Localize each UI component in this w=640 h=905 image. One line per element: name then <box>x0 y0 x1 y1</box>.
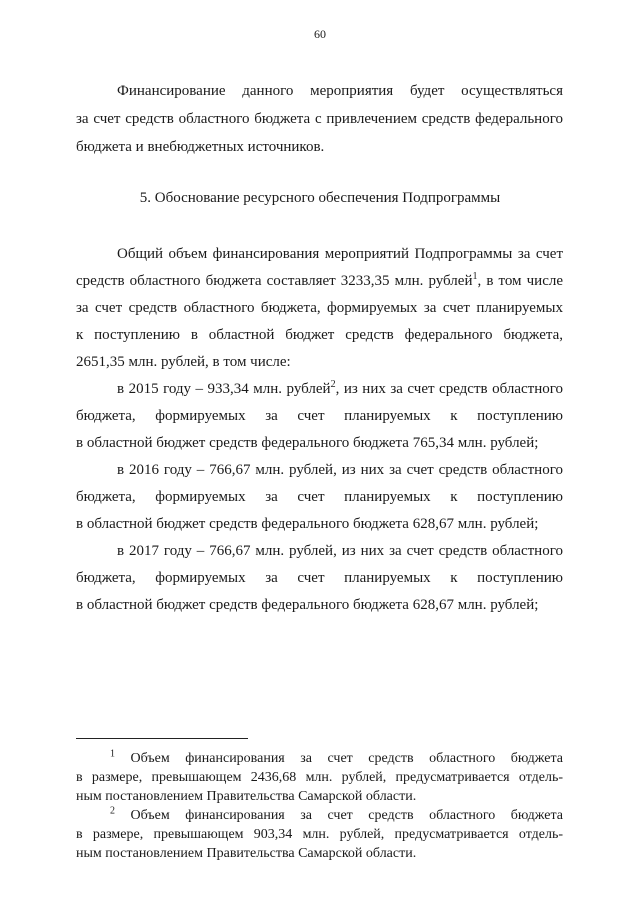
y2015-line2: бюджета, формируемых за счет планируемых к поступлению <box>76 408 563 424</box>
y2015-line1-tail: , из них за счет средств областного <box>335 381 563 397</box>
para1-line2: за счет средств областного бюджета с привлечением средств федерального <box>76 111 563 127</box>
para2-line2 <box>76 272 563 290</box>
footnote2-line1-text: Объем финансирования за счет средств областного бюджета <box>130 808 564 823</box>
footnote2-line3: ным постановлением Правительства Самарской области. <box>76 846 417 861</box>
para2-line2-text: средств областного бюджета составляет 3233,35 млн. рублей <box>76 273 473 289</box>
y2016-line1: в 2016 году – 766,67 млн. рублей, из них за счет средств областного <box>117 462 563 478</box>
para1-line1: Финансирование данного мероприятия будет осуществляться <box>117 83 563 99</box>
para2-line5: 2651,35 млн. рублей, в том числе: <box>76 354 291 370</box>
footnote-ref-2: 2 <box>330 379 336 390</box>
para2-line2-tail: , в том числе <box>477 273 563 289</box>
para2-line4: к поступлению в областной бюджет средств федерального бюджета, <box>76 327 563 343</box>
y2016-line2: бюджета, формируемых за счет планируемых к поступлению <box>76 489 563 505</box>
y2017-line3: в областной бюджет средств федерального бюджета 628,67 млн. рублей; <box>76 597 539 613</box>
y2015-line3: в областной бюджет средств федерального бюджета 765,34 млн. рублей; <box>76 435 539 451</box>
footnote2-line2: в размере, превышающем 903,34 млн. рублей, предусматривается отдель- <box>76 827 563 842</box>
footnote1-line3: ным постановлением Правительства Самарской области. <box>76 789 417 804</box>
para2-line3: за счет средств областного бюджета, формируемых за счет планируемых <box>76 300 563 316</box>
footnote1-line1-text: Объем финансирования за счет средств областного бюджета <box>130 751 564 766</box>
footnote1-line2: в размере, превышающем 2436,68 млн. рублей, предусматривается отдель- <box>76 770 563 785</box>
footnote2-line1 <box>110 807 563 824</box>
footnote-separator <box>76 738 248 739</box>
y2016-line3: в областной бюджет средств федерального бюджета 628,67 млн. рублей; <box>76 516 539 532</box>
y2017-line1: в 2017 году – 766,67 млн. рублей, из них за счет средств областного <box>117 543 563 559</box>
footnote1-mark: 1 <box>110 748 115 760</box>
page-number: 60 <box>314 27 326 41</box>
y2015-line1-text: в 2015 году – 933,34 млн. рублей <box>117 381 331 397</box>
footnote1-line1 <box>110 750 563 767</box>
para2-line1: Общий объем финансирования мероприятий Подпрограммы за счет <box>117 246 563 262</box>
footnote-ref-1: 1 <box>472 271 478 282</box>
footnote2-mark: 2 <box>110 805 115 817</box>
para1-line3: бюджета и внебюджетных источников. <box>76 139 325 155</box>
y2017-line2: бюджета, формируемых за счет планируемых к поступлению <box>76 570 563 586</box>
section-heading: 5. Обоснование ресурсного обеспечения Подпрограммы <box>139 190 501 206</box>
y2015-line1 <box>117 380 563 398</box>
